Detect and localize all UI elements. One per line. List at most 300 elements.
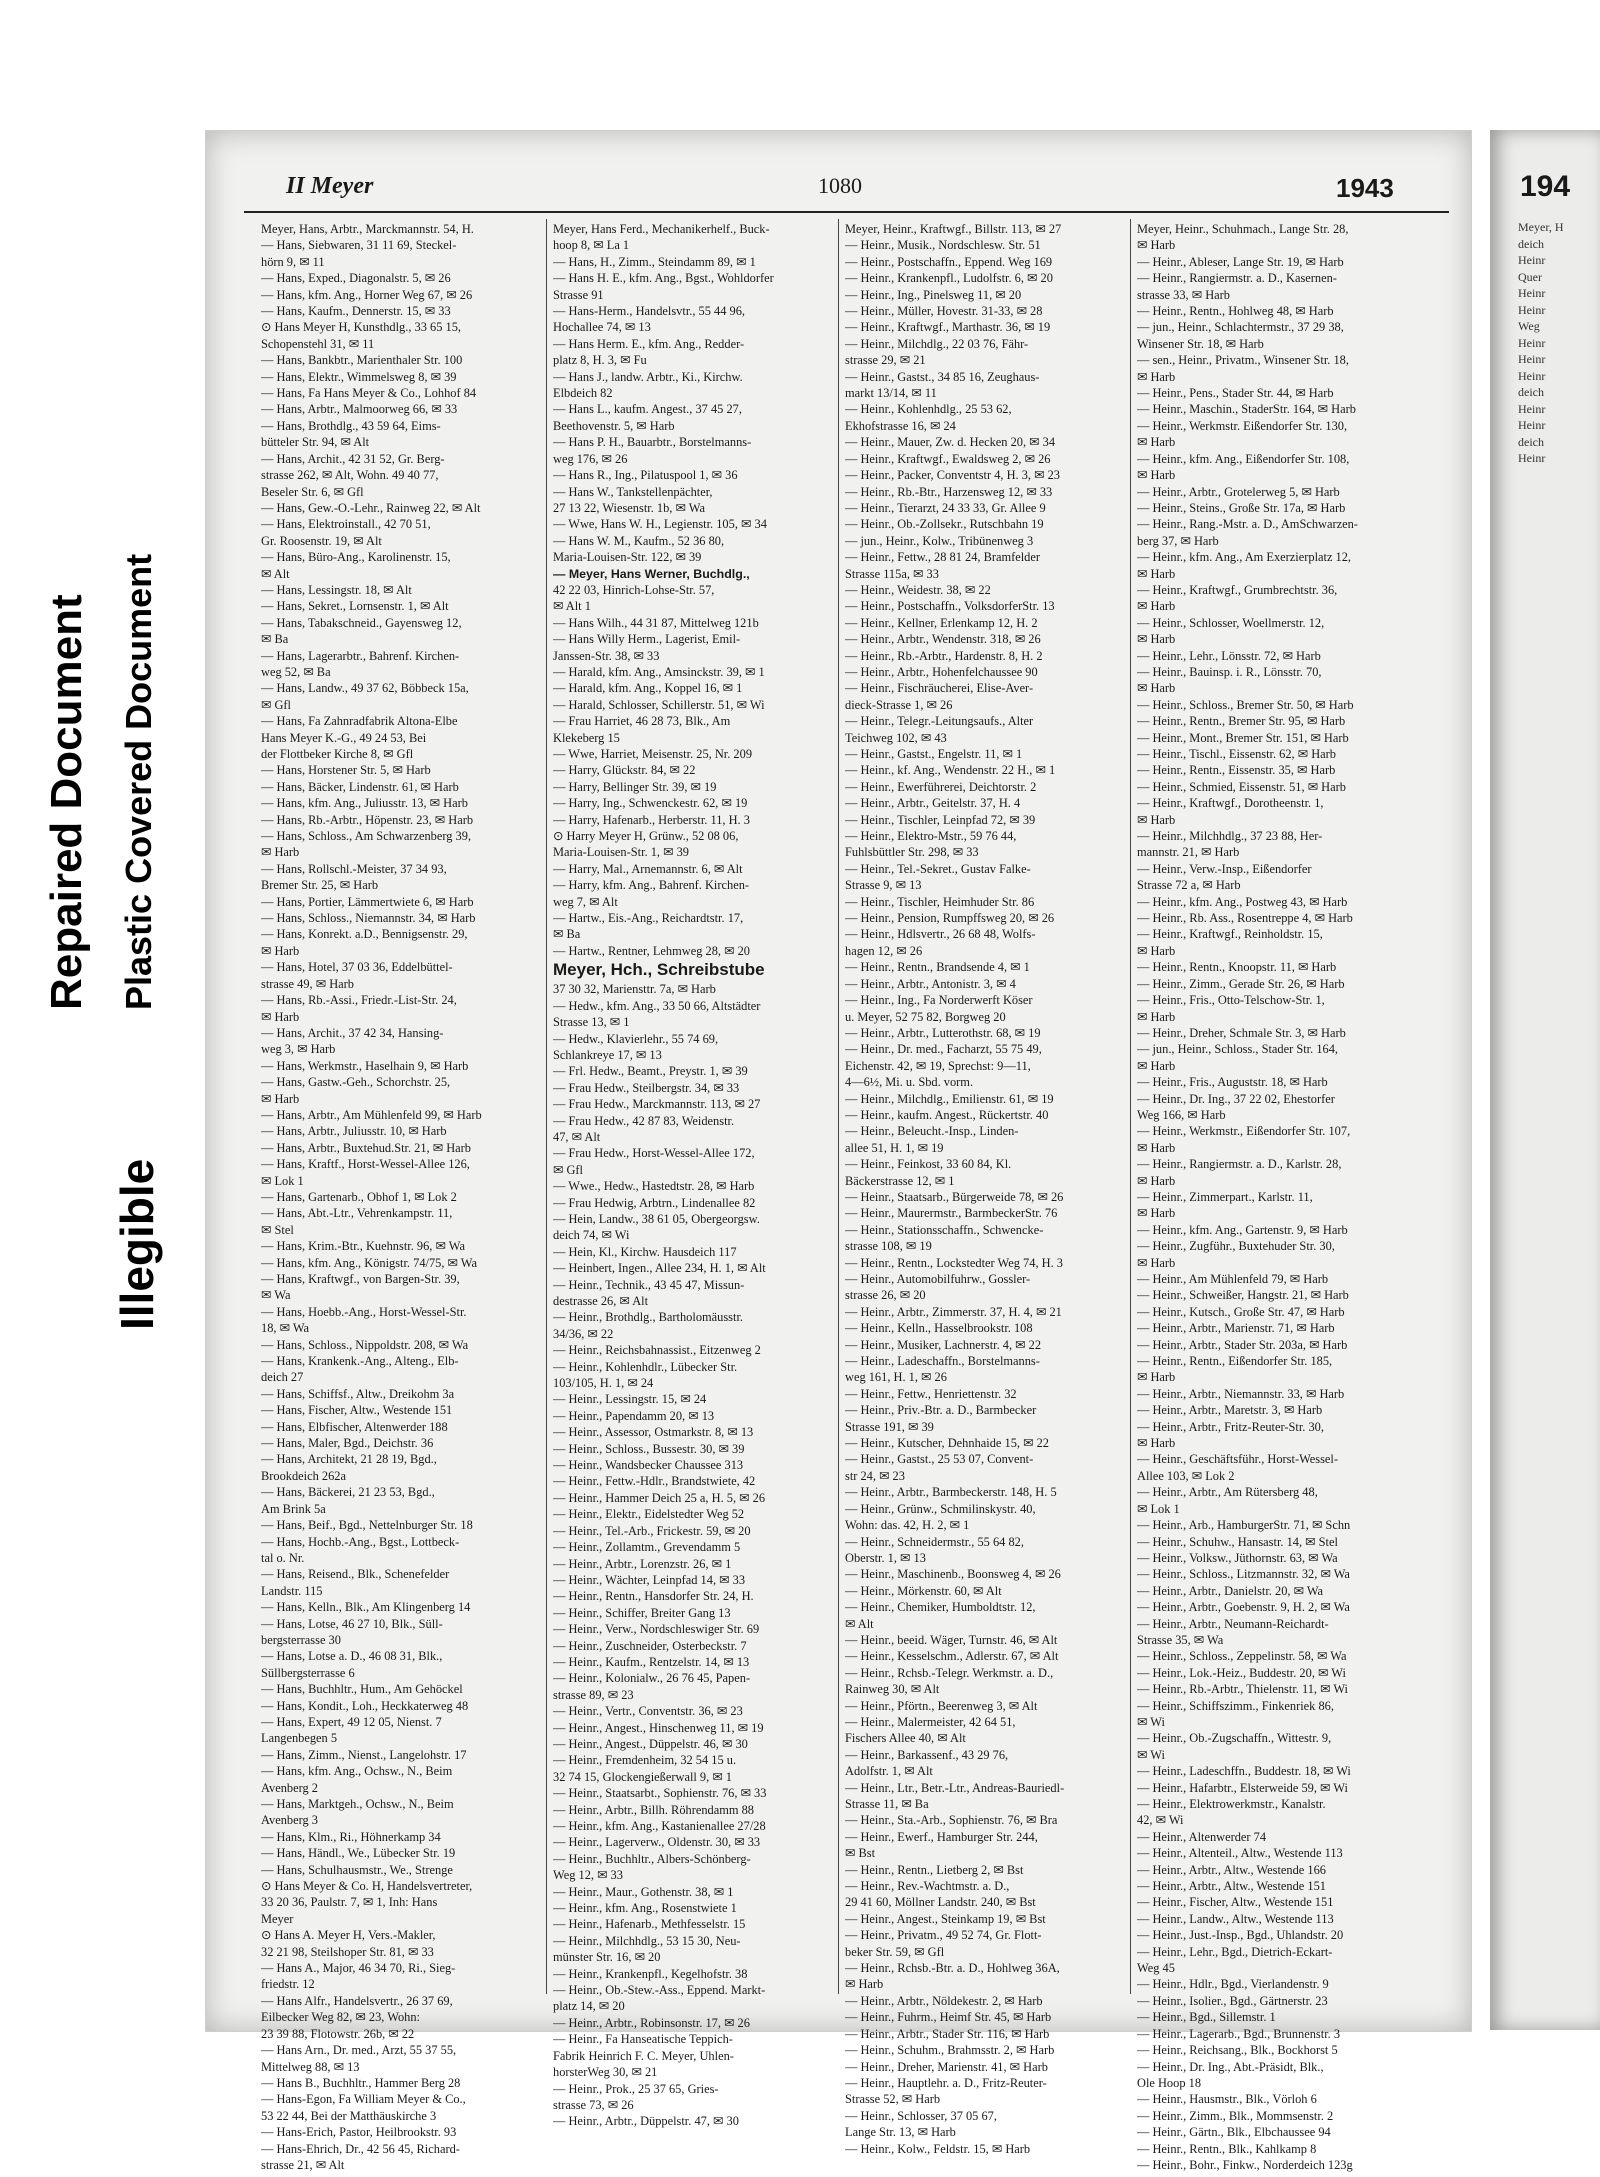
- directory-entry: Meyer, Heinr., Schuhmach., Lange Str. 28,: [1137, 222, 1349, 236]
- directory-entry: ✉ Wa: [261, 1288, 291, 1303]
- directory-entry: — Heinr., Rentn., Bremer Str. 95, ✉ Harb: [1137, 714, 1346, 729]
- directory-entry: ✉ Alt 1: [553, 599, 591, 614]
- directory-entry: — Hans, Maler, Bgd., Deichstr. 36: [261, 1436, 434, 1451]
- directory-entry: — Heinr., Ladeschffn., Buddestr. 18, ✉ Wi: [1137, 1764, 1351, 1779]
- directory-entry: — Heinr., Kraftwgf., Reinholdstr. 15,: [1137, 927, 1323, 942]
- directory-entry: Weg 12, ✉ 33: [553, 1868, 623, 1883]
- directory-entry: — Heinr., Arbtr., Niemannstr. 33, ✉ Harb: [1137, 1386, 1345, 1401]
- directory-entry: — Heinr., Zugführ., Buxtehuder Str. 30,: [1137, 1239, 1335, 1254]
- directory-entry: — Heinr., Arbtr., Wendenstr. 318, ✉ 26: [845, 632, 1041, 647]
- directory-entry: — Heinr., Arbtr., Danielstr. 20, ✉ Wa: [1137, 1583, 1324, 1598]
- directory-entry: Fabrik Heinrich F. C. Meyer, Uhlen-: [553, 2048, 734, 2063]
- directory-entry: — Heinr., Arbtr., Neumann-Reichardt-: [1137, 1616, 1329, 1631]
- directory-entry: Klekeberg 15: [553, 730, 620, 745]
- directory-entry: — Heinr., Kohlenhdlr., Lübecker Str.: [553, 1359, 738, 1374]
- directory-entry: — Hans, kfm. Ang., Königstr. 74/75, ✉ Wa: [261, 1255, 478, 1270]
- directory-entry: — Heinr., Lagerverw., Oldenstr. 30, ✉ 33: [553, 1835, 761, 1850]
- directory-entry: — Heinr., Staatsarb., Bürgerweide 78, ✉ 26: [845, 1189, 1064, 1204]
- directory-entry: — Heinr., Stationsschaffn., Schwencke-: [845, 1222, 1044, 1237]
- directory-entry: 53 22 44, Bei der Matthäuskirche 3: [261, 2108, 437, 2123]
- directory-entry: — Heinr., Kesselschm., Adlerstr. 67, ✉ Alt: [845, 1649, 1059, 1664]
- directory-entry: — Hans Wilh., 44 31 87, Mittelweg 121b: [553, 615, 759, 630]
- directory-entry: — Hans, Kraftwgf., von Bargen-Str. 39,: [261, 1272, 460, 1286]
- directory-entry: Ole Hoop 18: [1137, 2075, 1202, 2090]
- directory-entry: — Heinr., Ewerführerei, Deichtorstr. 2: [845, 779, 1037, 794]
- directory-entry: — Heinr., Am Mühlenfeld 79, ✉ Harb: [1137, 1272, 1329, 1286]
- directory-entry: — Hans, Hotel, 37 03 36, Eddelbüttel-: [261, 960, 453, 975]
- directory-entry: — Heinr., Dreher, Schmale Str. 3, ✉ Harb: [1137, 1025, 1346, 1040]
- directory-entry: — Heinr., Just.-Insp., Bgd., Uhlandstr. 20: [1137, 1928, 1344, 1943]
- directory-entry: — Heinr., Ladeschaffn., Borstelmanns-: [845, 1354, 1040, 1369]
- directory-entry: ✉ Gfl: [261, 697, 291, 712]
- directory-entry: ✉ Harb: [1137, 1206, 1176, 1221]
- directory-entry: — Heinr., Rentn., Eissenstr. 35, ✉ Harb: [1137, 763, 1336, 778]
- directory-entry: — Heinr., Kraftwgf., Dorotheenstr. 1,: [1137, 796, 1324, 811]
- directory-entry: — Hans, Schloss., Niemannstr. 34, ✉ Harb: [261, 911, 476, 926]
- directory-entry: Strasse 13, ✉ 1: [553, 1015, 630, 1030]
- directory-entry: — Heinr., Fischräucherei, Elise-Aver-: [845, 681, 1034, 696]
- directory-entry: Maria-Louisen-Str. 1, ✉ 39: [553, 845, 689, 860]
- column-divider: [838, 219, 839, 1994]
- directory-entry: Bäckerstrasse 12, ✉ 1: [845, 1173, 955, 1188]
- directory-entry: Oberstr. 1, ✉ 13: [845, 1550, 926, 1565]
- directory-entry: — Heinr., Mauer, Zw. d. Hecken 20, ✉ 34: [845, 435, 1056, 450]
- directory-entry: — Heinr., Angest., Düppelstr. 46, ✉ 30: [553, 1736, 748, 1751]
- directory-entry: ✉ Harb: [1137, 1370, 1176, 1385]
- directory-entry: — Heinr., Rentn., Lockstedter Weg 74, H. 3: [845, 1255, 1063, 1270]
- directory-entry: — Heinr., Kutscher, Dehnhaide 15, ✉ 22: [845, 1436, 1049, 1451]
- directory-entry: — Harry, kfm. Ang., Bahrenf. Kirchen-: [553, 878, 750, 893]
- directory-entry: strasse 108, ✉ 19: [845, 1239, 932, 1254]
- directory-entry: — Heinr., Dr. Ing., 37 22 02, Ehestorfer: [1137, 1091, 1335, 1106]
- directory-entry: — Hans-Egon, Fa William Meyer & Co.,: [261, 2092, 466, 2107]
- directory-entry: — Heinr., Rentn., Hohlweg 48, ✉ Harb: [1137, 304, 1334, 319]
- directory-entry: deich 74, ✉ Wi: [553, 1228, 630, 1243]
- directory-entry: ⊙ Harry Meyer H, Grünw., 52 08 06,: [553, 829, 739, 844]
- directory-entry: — Heinr., Rentn., Knoopstr. 11, ✉ Harb: [1137, 960, 1337, 975]
- directory-entry: — Heinr., Tischl., Eissenstr. 62, ✉ Harb: [1137, 747, 1336, 761]
- directory-entry: — Hans, Beif., Bgd., Nettelnburger Str. 18: [261, 1518, 473, 1533]
- directory-entry: — Hans, Kaufm., Dennerstr. 15, ✉ 33: [261, 304, 451, 319]
- directory-entry: — Hedw., Klavierlehr., 55 74 69,: [553, 1031, 719, 1046]
- directory-entry: — Heinr., Fischer, Altw., Westende 151: [1137, 1895, 1334, 1910]
- directory-entry: strasse 26, ✉ 20: [845, 1288, 926, 1303]
- directory-entry: — Hans, Schiffsf., Altw., Dreikohm 3a: [261, 1386, 455, 1401]
- directory-entry: Hochallee 74, ✉ 13: [553, 320, 651, 335]
- directory-entry: strasse 73, ✉ 26: [553, 2097, 634, 2112]
- directory-entry: — Heinr., Musik., Nordschlesw. Str. 51: [845, 238, 1041, 253]
- directory-entry: Süllbergsterrasse 6: [261, 1665, 355, 1680]
- directory-entry: — Heinr., Kelln., Hasselbrookstr. 108: [845, 1321, 1033, 1336]
- directory-entry: — Heinr., Schloss., Bussestr. 30, ✉ 39: [553, 1441, 745, 1456]
- directory-entry: — Heinr., Arbtr., Barmbeckerstr. 148, H. 5: [845, 1485, 1057, 1500]
- directory-entry: Landstr. 115: [261, 1583, 323, 1598]
- directory-entry: strasse 29, ✉ 21: [845, 353, 926, 368]
- directory-entry: — Hans, Marktgeh., Ochsw., N., Beim: [261, 1797, 454, 1811]
- directory-entry: Eilbecker Weg 82, ✉ 23, Wohn:: [261, 2010, 420, 2025]
- directory-entry: — Hans-Ehrich, Dr., 42 56 45, Richard-: [261, 2141, 460, 2156]
- directory-entry: — Heinr., Rev.-Wachtmstr. a. D.,: [845, 1879, 1010, 1894]
- directory-entry: Avenberg 2: [261, 1780, 319, 1795]
- directory-entry: — Frau Hedw., Horst-Wessel-Allee 172,: [553, 1146, 755, 1161]
- directory-entry: — Harald, Schlosser, Schillerstr. 51, ✉ Wi: [553, 697, 765, 712]
- directory-entry: — Heinr., Schlosser, 37 05 67,: [845, 2108, 997, 2123]
- directory-entry: — Heinr., Tel.-Arb., Frickestr. 59, ✉ 20: [553, 1523, 751, 1538]
- directory-entry: — Hans R., Ing., Pilatuspool 1, ✉ 36: [553, 468, 738, 483]
- directory-entry: allee 51, H. 1, ✉ 19: [845, 1140, 944, 1155]
- directory-entry: — Frau Hedw., Marckmannstr. 113, ✉ 27: [553, 1097, 761, 1112]
- directory-entry: ✉ Alt: [261, 566, 290, 581]
- directory-entry: — Hans, kfm. Ang., Horner Weg 67, ✉ 26: [261, 287, 473, 302]
- directory-entry: — Heinr., Tierarzt, 24 33 33, Gr. Allee 9: [845, 500, 1046, 515]
- directory-entry: 33 20 36, Paulstr. 7, ✉ 1, Inh: Hans: [261, 1895, 438, 1910]
- directory-entry: — Hans B., Buchhltr., Hammer Berg 28: [261, 2075, 461, 2090]
- directory-entry: — Heinr., Wächter, Leinpfad 14, ✉ 33: [553, 1572, 746, 1587]
- directory-entry: — Heinr., Tischler, Leinpfad 72, ✉ 39: [845, 812, 1036, 827]
- directory-entry: — Heinr., Zimmerpart., Karlstr. 11,: [1137, 1189, 1313, 1204]
- directory-entry: Fischers Allee 40, ✉ Alt: [845, 1731, 966, 1746]
- directory-entry: ✉ Harb: [1137, 1255, 1176, 1270]
- directory-entry: — Hans, Konrekt. a.D., Bennigsenstr. 29,: [261, 927, 468, 942]
- directory-entry: — Hans, Buchhltr., Hum., Am Gehöckel: [261, 1682, 463, 1697]
- directory-entry: — Heinr., Kolonialw., 26 76 45, Papen-: [553, 1671, 751, 1686]
- directory-entry: — Heinr., Krankenpfl., Ludolfstr. 6, ✉ 20: [845, 271, 1053, 286]
- page-header-section: II Meyer: [286, 173, 374, 199]
- directory-entry: — Heinr., Arbtr., Robinsonstr. 17, ✉ 26: [553, 2015, 750, 2030]
- directory-entry: — Frau Hedwig, Arbtrn., Lindenallee 82: [553, 1195, 756, 1210]
- directory-entry: dieck-Strasse 1, ✉ 26: [845, 697, 953, 712]
- directory-entry: — Heinr., Fa Hanseatische Teppich-: [553, 2032, 733, 2047]
- directory-entry: ⊙ Hans Meyer & Co. H, Handelsvertreter,: [261, 1879, 473, 1894]
- directory-entry: — Heinr., Arbtr., Düppelstr. 47, ✉ 30: [553, 2114, 739, 2129]
- directory-entry: Meyer, Heinr., Kraftwgf., Billstr. 113, ✉ 27: [845, 222, 1062, 236]
- directory-entry: — Heinr., Automobilfuhrw., Gossler-: [845, 1272, 1031, 1286]
- directory-entry: 42 22 03, Hinrich-Lohse-Str. 57,: [553, 582, 715, 597]
- directory-entry: — Heinr., Maur., Gothenstr. 38, ✉ 1: [553, 1884, 734, 1899]
- directory-entry: Rainweg 30, ✉ Alt: [845, 1682, 940, 1697]
- directory-entry: — Heinr., Barkassenf., 43 29 76,: [845, 1747, 1009, 1762]
- directory-entry: — Hans, Schulhausmstr., We., Strenge: [261, 1862, 453, 1877]
- directory-entry: 37 30 32, Mariensttr. 7a, ✉ Harb: [553, 982, 716, 997]
- directory-entry: — Frau Harriet, 46 28 73, Blk., Am: [553, 714, 731, 729]
- directory-entry: — Harald, kfm. Ang., Amsinckstr. 39, ✉ 1: [553, 664, 765, 679]
- adjacent-page-line: Heinr: [1518, 286, 1546, 300]
- directory-entry: — Hans, Elektr., Wimmelsweg 8, ✉ 39: [261, 369, 457, 384]
- directory-entry: ✉ Lok 1: [1137, 1501, 1180, 1516]
- directory-entry: ⊙ Hans A. Meyer H, Vers.-Makler,: [261, 1928, 436, 1943]
- directory-entry: — sen., Heinr., Privatm., Winsener Str. 18,: [1137, 353, 1349, 368]
- directory-entry: — Heinr., Schlosser, Woellmerstr. 12,: [1137, 615, 1325, 630]
- directory-entry: — Hans, Gartenarb., Obhof 1, ✉ Lok 2: [261, 1189, 457, 1204]
- directory-entry: — Heinr., Postschaffn., Eppend. Weg 169: [845, 254, 1053, 269]
- directory-column-4: [1137, 221, 1417, 2173]
- directory-entry: — Heinr., Tel.-Sekret., Gustav Falke-: [845, 861, 1031, 876]
- adjacent-page-number: 194: [1520, 170, 1571, 203]
- directory-entry: ✉ Alt: [845, 1616, 874, 1631]
- page-number: 1080: [818, 173, 862, 198]
- directory-entry: Beseler Str. 6, ✉ Gfl: [261, 484, 364, 499]
- directory-entry: Eichenstr. 42, ✉ 19, Sprechst: 9—11,: [845, 1058, 1031, 1073]
- directory-entry: hörn 9, ✉ 11: [261, 254, 325, 269]
- directory-entry: — Heinr., kfm. Ang., Postweg 43, ✉ Harb: [1137, 894, 1348, 909]
- directory-entry: ✉ Stel: [261, 1222, 294, 1237]
- directory-entry: — Hans, H., Zimm., Steindamm 89, ✉ 1: [553, 254, 756, 269]
- directory-entry: — Hans W. M., Kaufm., 52 36 80,: [553, 533, 725, 548]
- directory-entry: — Heinr., Ing., Pinelsweg 11, ✉ 20: [845, 287, 1022, 302]
- directory-entry: — Heinr., Gastst., Engelstr. 11, ✉ 1: [845, 747, 1023, 761]
- directory-entry: — Heinr., Feinkost, 33 60 84, Kl.: [845, 1157, 1012, 1172]
- adjacent-page-line: deich: [1518, 434, 1544, 449]
- directory-entry: deich 27: [261, 1370, 304, 1385]
- directory-entry: — Heinr., Rentn., Eißendorfer Str. 185,: [1137, 1354, 1333, 1369]
- directory-entry: — Heinr., Schmied, Eissenstr. 51, ✉ Harb: [1137, 779, 1346, 794]
- directory-entry: strasse 49, ✉ Harb: [261, 976, 354, 991]
- directory-entry: Mittelweg 88, ✉ 13: [261, 2059, 360, 2074]
- directory-entry: — Hans, Hochb.-Ang., Bgst., Lottbeck-: [261, 1534, 460, 1549]
- directory-entry: — Wwe, Harriet, Meisenstr. 25, Nr. 209: [553, 747, 753, 761]
- directory-entry: ✉ Gfl: [553, 1162, 583, 1177]
- directory-entry: — Heinr., Rb. Ass., Rosentreppe 4, ✉ Harb: [1137, 911, 1353, 926]
- directory-entry: — Heinr., Ob.-Zugschaffn., Wittestr. 9,: [1137, 1731, 1332, 1746]
- directory-entry: — Heinr., Arbtr., Lutterothstr. 68, ✉ 19: [845, 1025, 1041, 1040]
- directory-entry: — Hans, Arbtr., Juliusstr. 10, ✉ Harb: [261, 1124, 447, 1139]
- directory-entry: — Heinr., Chemiker, Humboldtstr. 12,: [845, 1600, 1036, 1615]
- directory-entry: — Heinr., Beleucht.-Insp., Linden-: [845, 1124, 1019, 1139]
- directory-entry: — Hans, Bankbtr., Marienthaler Str. 100: [261, 353, 463, 368]
- directory-entry: — Heinr., Verw.-Insp., Eißendorfer: [1137, 861, 1312, 876]
- directory-entry: Winsener Str. 18, ✉ Harb: [1137, 336, 1264, 351]
- directory-entry: — Heinr., Kaufm., Rentzelstr. 14, ✉ 13: [553, 1654, 750, 1669]
- directory-entry: Meyer, Hans Ferd., Mechanikerhelf., Buck-: [553, 222, 770, 236]
- directory-entry: — Heinr., Werkmstr., Eißendorfer Str. 107,: [1137, 1124, 1351, 1139]
- directory-entry: — Hans, Gew.-O.-Lehr., Rainweg 22, ✉ Alt: [261, 500, 481, 515]
- adjacent-page-line: Heinr: [1518, 418, 1546, 432]
- directory-entry: — Heinr., Kutsch., Große Str. 47, ✉ Harb: [1137, 1304, 1345, 1319]
- directory-entry: ✉ Harb: [261, 1091, 300, 1106]
- directory-entry: — Heinr., Assessor, Ostmarkstr. 8, ✉ 13: [553, 1425, 754, 1440]
- directory-entry: 18, ✉ Wa: [261, 1321, 310, 1336]
- directory-entry: ✉ Wi: [1137, 1714, 1165, 1729]
- directory-entry: — Hans, Schloss., Nippoldstr. 208, ✉ Wa: [261, 1337, 469, 1352]
- directory-entry: — Heinr., Arbtr., Stader Str. 116, ✉ Harb: [845, 2026, 1050, 2041]
- directory-entry: — Heinr., Arbtr., Altw., Westende 151: [1137, 1879, 1326, 1894]
- directory-entry: — Heinr., Lehr., Bgd., Dietrich-Eckart-: [1137, 1944, 1333, 1959]
- directory-entry: markt 13/14, ✉ 11: [845, 386, 937, 401]
- adjacent-page-line: Meyer, H: [1518, 220, 1564, 234]
- directory-entry: — Heinr., Milchhdlg., 53 15 30, Neu-: [553, 1933, 741, 1948]
- directory-entry: — Heinr., Brothdlg., Bartholomäusstr.: [553, 1310, 743, 1325]
- directory-entry: — Hans, Lotse a. D., 46 08 31, Blk.,: [261, 1649, 443, 1664]
- directory-entry: u. Meyer, 52 75 82, Borgweg 20: [845, 1009, 1006, 1024]
- directory-entry: — Hans, Rb.-Arbtr., Höpenstr. 23, ✉ Harb: [261, 812, 474, 827]
- directory-entry: str 24, ✉ 23: [845, 1468, 905, 1483]
- directory-entry: — Hans, Lotse, 46 27 10, Blk., Süll-: [261, 1616, 443, 1631]
- directory-entry: ✉ Ba: [553, 927, 581, 942]
- directory-entry: — Heinr., Ltr., Betr.-Ltr., Andreas-Bauriedl-: [845, 1780, 1065, 1795]
- directory-entry: ✉ Wi: [1137, 1747, 1165, 1762]
- directory-entry: platz 8, H. 3, ✉ Fu: [553, 353, 647, 368]
- directory-entry: — Heinr., Dr. med., Facharzt, 55 75 49,: [845, 1042, 1042, 1057]
- directory-entry: — Heinr., Fris., Otto-Telschow-Str. 1,: [1137, 993, 1325, 1008]
- directory-entry: — Heinr., kfm. Ang., Am Exerzierplatz 12,: [1137, 550, 1352, 565]
- directory-entry: — Heinr., Rchsb.-Btr. a. D., Hohlweg 36A,: [845, 1961, 1060, 1976]
- directory-entry: — Hans, Kraftf., Horst-Wessel-Allee 126,: [261, 1157, 470, 1172]
- header-rule: [244, 211, 1449, 213]
- directory-entry: — Wwe, Hans W. H., Legienstr. 105, ✉ 34: [553, 517, 767, 532]
- directory-entry: — Heinr., Elektrowerkmstr., Kanalstr.: [1137, 1797, 1326, 1811]
- directory-entry: — Heinr., Weidestr. 38, ✉ 22: [845, 582, 991, 597]
- directory-entry: weg 7, ✉ Alt: [553, 894, 618, 909]
- directory-entry: Schlankreye 17, ✉ 13: [553, 1047, 662, 1062]
- directory-entry: — Heinr., Gastst., 34 85 16, Zeughaus-: [845, 369, 1040, 384]
- plastic-covered-label: Plastic Covered Document: [118, 553, 159, 1010]
- directory-entry: Am Brink 5a: [261, 1501, 326, 1516]
- directory-entry: — Heinr., Werkmstr. Eißendorfer Str. 130,: [1137, 418, 1348, 433]
- directory-entry: — Heinr., Reichsbahnassist., Eitzenweg 2: [553, 1343, 761, 1358]
- directory-entry: — Heinr., Krankenpfl., Kegelhofstr. 38: [553, 1966, 748, 1981]
- directory-entry: — Heinr., Papendamm 20, ✉ 13: [553, 1408, 715, 1423]
- directory-entry: ✉ Harb: [261, 943, 300, 958]
- directory-entry: — Heinr., Gärtn., Blk., Elbchaussee 94: [1137, 2125, 1331, 2140]
- directory-entry: — Heinr., Müller, Hovestr. 31-33, ✉ 28: [845, 304, 1043, 319]
- directory-entry: — Heinr., Kellner, Erlenkamp 12, H. 2: [845, 615, 1038, 630]
- directory-entry: — Heinr., Malermeister, 42 64 51,: [845, 1714, 1016, 1729]
- directory-entry: — Hans, Werkmstr., Haselhain 9, ✉ Harb: [261, 1058, 469, 1073]
- directory-entry: strasse 262, ✉ Alt, Wohn. 49 40 77,: [261, 468, 439, 483]
- directory-entry: Strasse 72 a, ✉ Harb: [1137, 878, 1241, 893]
- directory-entry: — Hans, Gastw.-Geh., Schorchstr. 25,: [261, 1075, 451, 1090]
- directory-entry: ✉ Harb: [845, 1977, 884, 1992]
- directory-entry: — Heinr., Arbtr., Billh. Röhrendamm 88: [553, 1802, 754, 1817]
- directory-entry: hoop 8, ✉ La 1: [553, 238, 630, 253]
- directory-entry: — Heinr., Arbtr., Lorenzstr. 26, ✉ 1: [553, 1556, 732, 1571]
- column-divider: [1130, 219, 1131, 1994]
- directory-entry: — Heinr., Vertr., Conventstr. 36, ✉ 23: [553, 1704, 743, 1719]
- directory-entry: — Heinr., Fettw.-Hdlr., Brandstwiete, 42: [553, 1474, 756, 1489]
- adjacent-page-line: Heinr: [1518, 335, 1546, 350]
- directory-entry: 29 41 60, Möllner Landstr. 240, ✉ Bst: [845, 1895, 1036, 1910]
- directory-entry: — Heinr., Hdlr., Bgd., Vierlandenstr. 9: [1137, 1977, 1329, 1992]
- directory-entry: — Heinr., Rentn., Blk., Kahlkamp 8: [1137, 2141, 1317, 2156]
- directory-entry: — Heinr., Rangiermstr. a. D., Karlstr. 28,: [1137, 1157, 1342, 1172]
- directory-entry: — Heinr., Mörkenstr. 60, ✉ Alt: [845, 1583, 1002, 1598]
- directory-entry: — Hans, Krim.-Btr., Kuehnstr. 96, ✉ Wa: [261, 1239, 465, 1254]
- directory-entry: — Harry, Hafenarb., Herberstr. 11, H. 3: [553, 812, 750, 827]
- directory-entry: — Heinr., kfm. Ang., Kastanienallee 27/28: [553, 1819, 766, 1833]
- directory-entry: Wohn: das. 42, H. 2, ✉ 1: [845, 1518, 970, 1533]
- directory-entry: — Hans, Sekret., Lornsenstr. 1, ✉ Alt: [261, 599, 449, 614]
- adjacent-page-line: Heinr: [1518, 451, 1546, 465]
- directory-entry: — Heinr., Technik., 43 45 47, Missun-: [553, 1277, 745, 1292]
- directory-entry: ✉ Harb: [1137, 1058, 1176, 1073]
- adjacent-page-line: Quer: [1518, 269, 1542, 284]
- directory-entry: Fuhlsbüttler Str. 298, ✉ 33: [845, 845, 979, 860]
- directory-entry: — Hans, Hoebb.-Ang., Horst-Wessel-Str.: [261, 1304, 467, 1319]
- directory-entry: — Heinr., Grünw., Schmilinskystr. 40,: [845, 1501, 1036, 1516]
- directory-entry: — Hans, Händl., We., Lübecker Str. 19: [261, 1846, 456, 1861]
- directory-entry: — Heinr., Zollamtm., Grevendamm 5: [553, 1540, 741, 1555]
- directory-entry: — jun., Heinr., Schloss., Stader Str. 164,: [1137, 1042, 1339, 1057]
- directory-entry: — Heinr., Dr. Ing., Abt.-Präsidt, Blk.,: [1137, 2059, 1324, 2074]
- directory-entry: — Heinr., Lok.-Heiz., Buddestr. 20, ✉ Wi: [1137, 1665, 1346, 1680]
- directory-entry: ✉ Harb: [1137, 1173, 1176, 1188]
- directory-entry: 32 74 15, Glockengießerwall 9, ✉ 1: [553, 1769, 732, 1784]
- directory-entry: — Frl. Hedw., Beamt., Preystr. 1, ✉ 39: [553, 1064, 748, 1079]
- directory-entry: — Hans, Fa Hans Meyer & Co., Lohhof 84: [261, 386, 477, 401]
- directory-entry: — Heinr., Bohr., Finkw., Norderdeich 123g: [1137, 2157, 1353, 2172]
- directory-entry: — Hans, Archit., 37 42 34, Hansing-: [261, 1025, 444, 1040]
- directory-entry: — Heinr., Kohlenhdlg., 25 53 62,: [845, 402, 1012, 417]
- adjacent-page-line: Heinr: [1518, 302, 1546, 317]
- directory-entry: — Heinr., Kraftwgf., Grumbrechtstr. 36,: [1137, 582, 1338, 597]
- directory-entry: — Harald, kfm. Ang., Koppel 16, ✉ 1: [553, 681, 743, 696]
- directory-entry: — Heinr., Hauptlehr. a. D., Fritz-Reuter-: [845, 2075, 1047, 2090]
- directory-entry: — Hedw., kfm. Ang., 33 50 66, Altstädter: [553, 998, 761, 1013]
- directory-entry: — Wwe., Hedw., Hastedtstr. 28, ✉ Harb: [553, 1179, 755, 1194]
- directory-entry: Schopenstehl 31, ✉ 11: [261, 336, 375, 351]
- directory-entry: — Heinr., Lagerarb., Bgd., Brunnenstr. 3: [1137, 2026, 1341, 2041]
- directory-entry: — Hans J., landw. Arbtr., Ki., Kirchw.: [553, 369, 743, 384]
- directory-entry: Ekhofstrasse 16, ✉ 24: [845, 418, 956, 433]
- directory-entry: horsterWeg 30, ✉ 21: [553, 2065, 658, 2080]
- directory-entry: ✉ Harb: [1137, 812, 1176, 827]
- directory-entry: — Hans, Bäcker, Lindenstr. 61, ✉ Harb: [261, 779, 459, 794]
- directory-entry: — jun., Heinr., Schlachtermstr., 37 29 38,: [1137, 320, 1344, 335]
- directory-entry: — Hans H. E., kfm. Ang., Bgst., Wohldorfer: [553, 271, 774, 286]
- directory-entry: ✉ Harb: [1137, 943, 1176, 958]
- directory-entry: — Hans, Lessingstr. 18, ✉ Alt: [261, 582, 412, 597]
- directory-entry: berg 37, ✉ Harb: [1137, 533, 1219, 548]
- directory-entry: — Heinr., Musiker, Lachnerstr. 4, ✉ 22: [845, 1337, 1042, 1352]
- directory-entry: — Heinr., Ewerf., Hamburger Str. 244,: [845, 1829, 1038, 1844]
- directory-entry: — Heinr., Schloss., Zeppelinstr. 58, ✉ Wa: [1137, 1649, 1347, 1664]
- directory-entry: — Hans, Elektroinstall., 42 70 51,: [261, 517, 431, 532]
- directory-entry: Weg 166, ✉ Harb: [1137, 1107, 1226, 1122]
- directory-entry: — Heinr., Mont., Bremer Str. 151, ✉ Harb: [1137, 730, 1349, 745]
- directory-entry: platz 14, ✉ 20: [553, 1999, 625, 2014]
- directory-entry: — Hans-Erich, Pastor, Heilbrookstr. 93: [261, 2125, 457, 2140]
- directory-entry: — Heinr., Prok., 25 37 65, Gries-: [553, 2081, 719, 2096]
- directory-entry: Gr. Roosenstr. 19, ✉ Alt: [261, 533, 382, 548]
- directory-entry: — Heinr., Fettw., 28 81 24, Bramfelder: [845, 550, 1041, 565]
- directory-entry: — Hans Arn., Dr. med., Arzt, 55 37 55,: [261, 2043, 457, 2058]
- adjacent-page-edge: [1490, 130, 1600, 2030]
- directory-entry: — Heinr., Fettw., Henriettenstr. 32: [845, 1386, 1017, 1401]
- directory-entry: — Heinr., Angest., Steinkamp 19, ✉ Bst: [845, 1911, 1046, 1926]
- directory-entry: Allee 103, ✉ Lok 2: [1137, 1468, 1235, 1483]
- directory-entry: — Heinr., Postschaffn., VolksdorferStr. 13: [845, 599, 1055, 614]
- directory-entry: weg 3, ✉ Harb: [261, 1042, 336, 1057]
- directory-entry: — Hein, Kl., Kirchw. Hausdeich 117: [553, 1244, 737, 1259]
- directory-page-scan: [205, 130, 1472, 2172]
- directory-entry: — Heinr., Bgd., Sillemstr. 1: [1137, 2010, 1276, 2025]
- directory-entry: — Heinr., Steins., Große Str. 17a, ✉ Harb: [1137, 500, 1346, 515]
- directory-entry: Adolfstr. 1, ✉ Alt: [845, 1764, 933, 1779]
- directory-entry: — Heinr., Rentn., Hansdorfer Str. 24, H.: [553, 1589, 754, 1604]
- directory-entry: Strasse 115a, ✉ 33: [845, 566, 939, 581]
- directory-entry: — Heinr., Wandsbecker Chaussee 313: [553, 1458, 744, 1473]
- directory-entry: — Heinr., Milchdlg., Emilienstr. 61, ✉ 19: [845, 1091, 1054, 1106]
- directory-entry: weg 161, H. 1, ✉ 26: [845, 1370, 947, 1385]
- directory-entry: — Frau Hedw., 42 87 83, Weidenstr.: [553, 1113, 735, 1128]
- directory-entry: — Heinr., Milchdlg., 22 03 76, Fähr-: [845, 336, 1029, 351]
- directory-entry: — Heinr., Fris., Auguststr. 18, ✉ Harb: [1137, 1075, 1328, 1090]
- directory-entry: — Heinr., kfm. Ang., Rosenstwiete 1: [553, 1901, 737, 1916]
- directory-entry: — Hans, Rollschl.-Meister, 37 34 93,: [261, 861, 447, 876]
- directory-entry: ✉ Harb: [1137, 435, 1176, 450]
- page-year: 1943: [1336, 173, 1394, 203]
- directory-entry: — Heinr., Milchhdlg., 37 23 88, Her-: [1137, 829, 1323, 844]
